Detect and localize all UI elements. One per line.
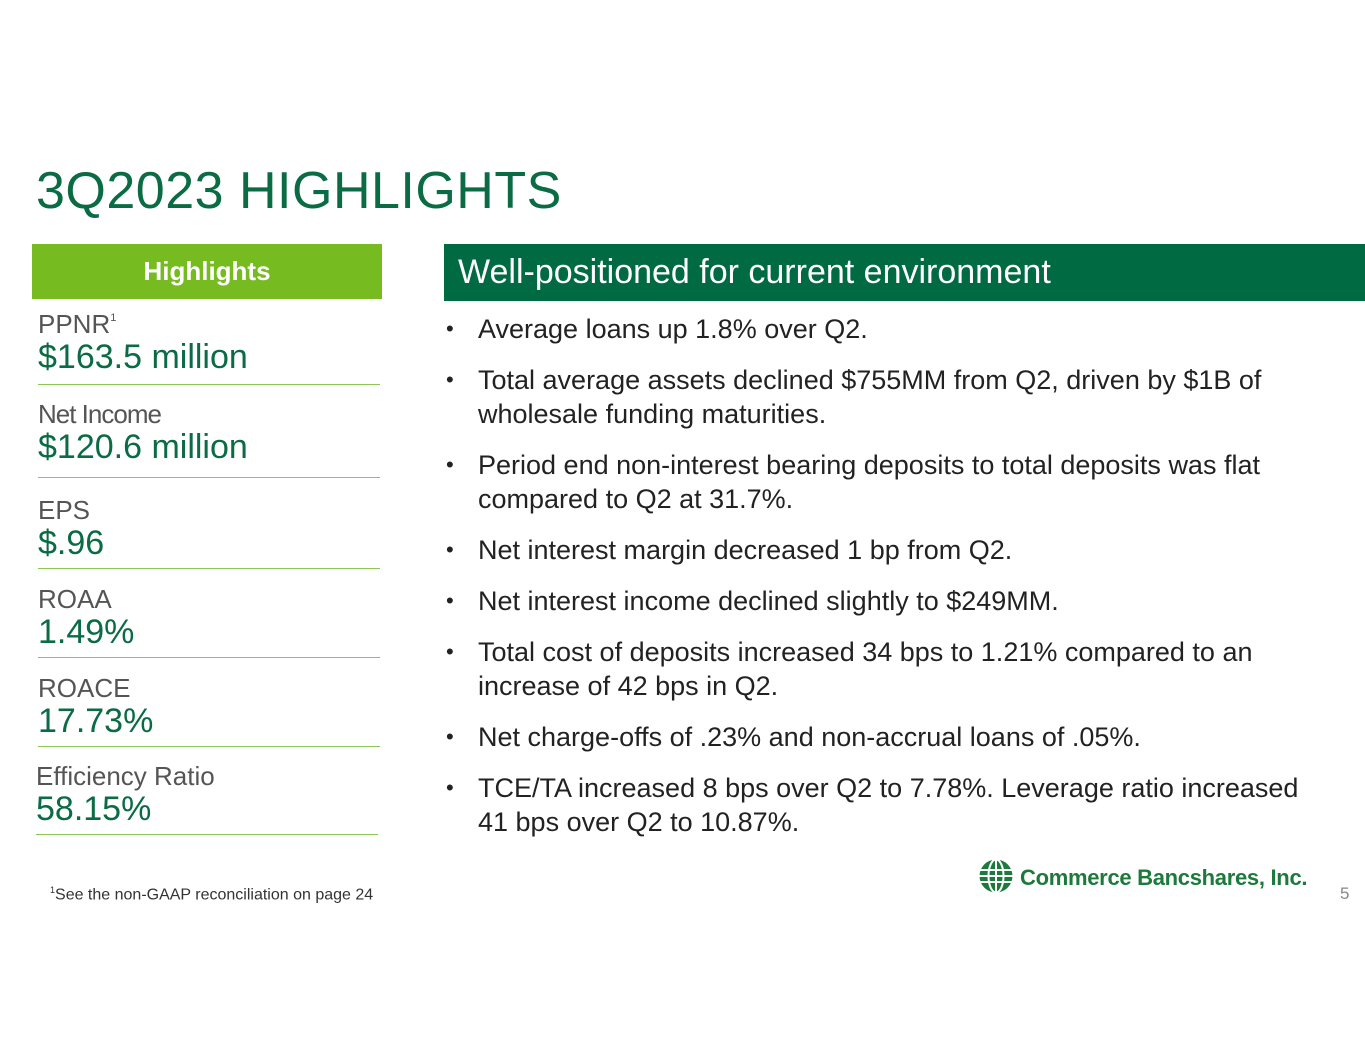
highlights-header: Highlights [32,244,382,299]
metric-ppnr [38,310,380,385]
metric-roaa [38,585,380,658]
footnote [50,885,373,904]
metric-efficiency-ratio [36,762,378,835]
bullet-text: Average loans up 1.8% over Q2. [478,314,868,344]
bullet-text: Total cost of deposits increased 34 bps to 1.21% compared to an increase of 42 bps in Q2. [478,637,1253,701]
page-number: 5 [1340,884,1350,903]
bullet-text: TCE/TA increased 8 bps over Q2 to 7.78%. Leverage ratio increased 41 bps over Q2 to 10.87%. [478,773,1299,837]
bullet-icon: • [446,588,454,613]
metric-label: ROACE [38,673,131,703]
bullet-icon: • [446,316,454,341]
metric-label: EPS [38,495,91,525]
list-item [446,448,1326,516]
metric-footnote-marker: 1 [110,312,117,324]
metric-value: 1.49% [38,612,135,651]
metric-label-text: PPNR [38,309,111,339]
metric-net-income [38,400,380,478]
metric-label [38,310,380,340]
footnote-text: See the non-GAAP reconciliation on page 24 [55,886,374,904]
bullet-icon: • [446,639,454,664]
metric-value: 17.73% [38,701,154,740]
list-item [446,771,1326,839]
metric-label: Net Income [38,399,161,429]
list-item [446,635,1326,703]
company-logo [978,859,1307,897]
metric-eps [38,496,380,569]
bullet-text: Net interest income declined slightly to $249MM. [478,586,1059,616]
bullet-text: Period end non-interest bearing deposits to total deposits was flat compared to Q2 at 31.7%. [478,450,1260,514]
logo-text: Commerce Bancshares, Inc. [1020,865,1308,890]
footnote-marker: 1 [50,885,56,895]
metric-label: Efficiency Ratio [36,761,215,791]
environment-bullet-list [446,312,1326,856]
bullet-text: Net interest margin decreased 1 bp from Q2. [478,535,1013,565]
bullet-text: Total average assets declined $755MM from Q2, driven by $1B of wholesale funding maturities. [478,365,1262,429]
list-item [446,584,1326,618]
list-item [446,363,1326,431]
list-item [446,533,1326,567]
metric-label: ROAA [38,584,112,614]
metric-value: $.96 [38,523,105,562]
list-item [446,312,1326,346]
metric-value: $120.6 million [38,427,248,466]
bullet-icon: • [446,537,454,562]
bullet-text: Net charge-offs of .23% and non-accrual loans of .05%. [478,722,1141,752]
bullet-icon: • [446,775,454,800]
metric-value: $163.5 million [38,337,248,376]
environment-header: Well-positioned for current environment [444,244,1365,301]
metric-roace [38,674,380,747]
bullet-icon: • [446,724,454,749]
bullet-icon: • [446,367,454,392]
slide-title: 3Q2023 HIGHLIGHTS [36,162,562,220]
bullet-icon: • [446,452,454,477]
metric-value: 58.15% [36,789,152,828]
list-item [446,720,1326,754]
globe-icon [978,858,1014,899]
